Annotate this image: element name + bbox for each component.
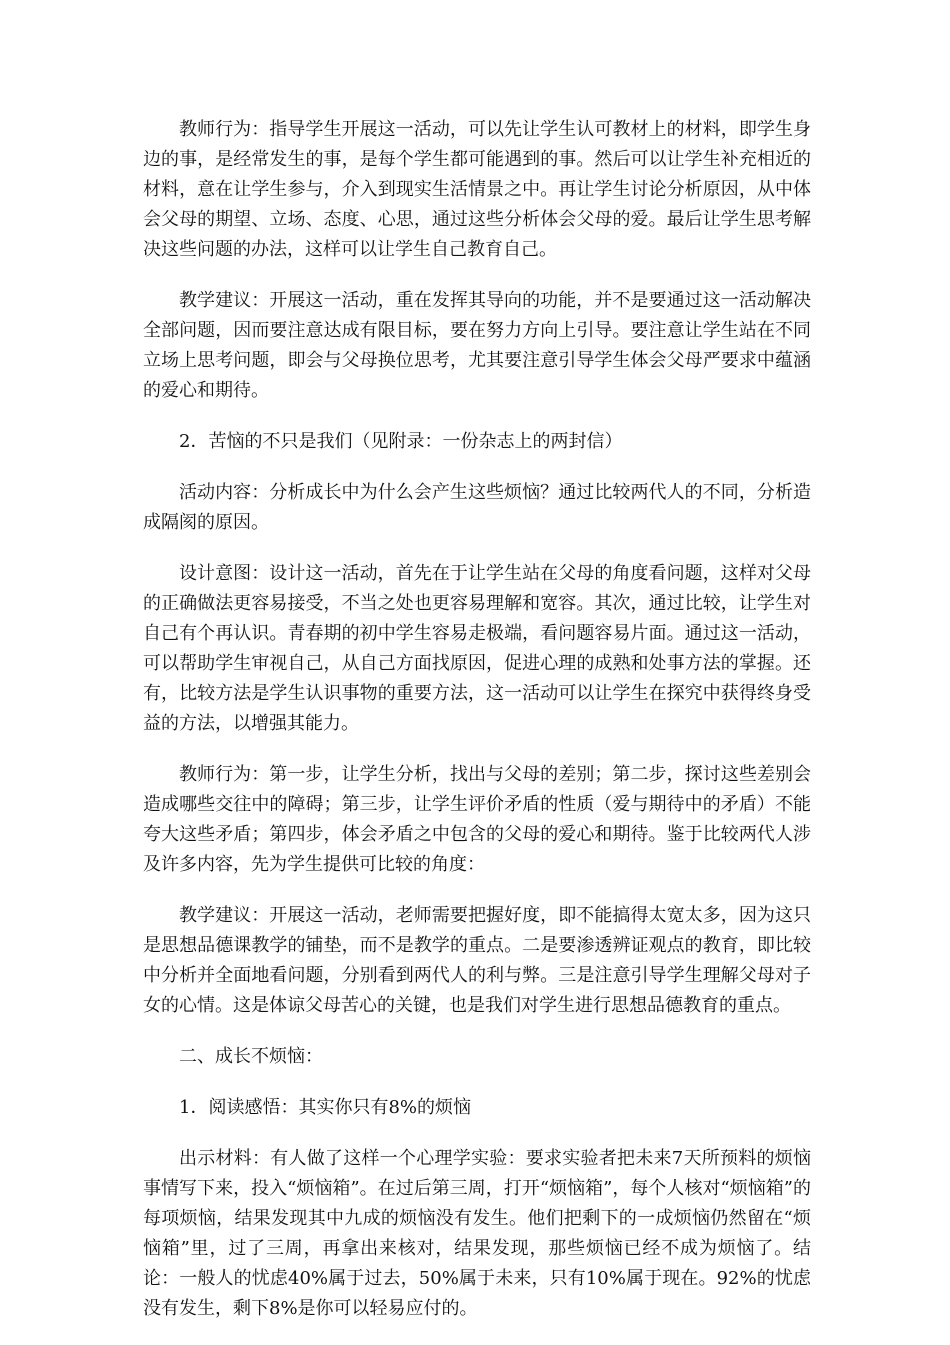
paragraph-teaching-advice-1: 教学建议：开展这一活动，重在发挥其导向的功能，并不是要通过这一活动解决全部问题，因而要注意达成有限目标，要在努力方向上引导。要注意让学生站在不同立场上思考问题，即会与父母换位思考，尤其要注意引导学生体会父母严要求中蕴涵的爱心和期待。 [143,290,811,401]
paragraph-teaching-advice-2: 教学建议：开展这一活动，老师需要把握好度，即不能搞得太宽太多，因为这只是思想品德课教学的铺垫，而不是教学的重点。二是要渗透辨证观点的教育，即比较中分析并全面地看问题，分别看到两代人的利与弊。三是注意引导学生理解父母对子女的心情。这是体谅父母苦心的关键，也是我们对学生进行思想品德教育的重点。 [143,905,811,1016]
paragraph-teacher-behavior-1: 教师行为：指导学生开展这一活动，可以先让学生认可教材上的材料，即学生身边的事，是经常发生的事，是每个学生都可能遇到的事。然后可以让学生补充相近的材料，意在让学生参与，介入到现实生活情景之中。再让学生讨论分析原因，从中体会父母的期望、立场、态度、心思，通过这些分析体会父母的爱。最后让学生思考解决这些问题的办法，这样可以让学生自己教育自己。 [143,119,811,260]
section-heading-reading: 1．阅读感悟：其实你只有8%的烦恼 [179,1097,472,1118]
section-heading-2: 2．苦恼的不只是我们（见附录：一份杂志上的两封信） [179,431,623,452]
document-body [143,115,811,1345]
section-heading-growth: 二、成长不烦恼： [179,1046,323,1067]
paragraph-activity-content: 活动内容：分析成长中为什么会产生这些烦恼？通过比较两代人的不同，分析造成隔阂的原因。 [143,482,811,533]
paragraph-material: 出示材料：有人做了这样一个心理学实验：要求实验者把未来7天所预料的烦恼事情写下来，投入“烦恼箱”。在过后第三周，打开“烦恼箱”，每个人核对“烦恼箱”的每项烦恼，结果发现其中九成的烦恼没有发生。他们把剩下的一成烦恼仍然留在“烦恼箱”里，过了三周，再拿出来核对，结果发现，那些烦恼已经不成为烦恼了。结论：一般人的忧虑40%属于过去，50%属于未来，只有10%属于现在。92%的忧虑没有发生，剩下8%是你可以轻易应付的。 [143,1148,811,1319]
paragraph-teacher-behavior-2: 教师行为：第一步，让学生分析，找出与父母的差别；第二步，探讨这些差别会造成哪些交往中的障碍；第三步，让学生评价矛盾的性质（爱与期待中的矛盾）不能夸大这些矛盾；第四步，体会矛盾之中包含的父母的爱心和期待。鉴于比较两代人涉及许多内容，先为学生提供可比较的角度： [143,764,811,875]
paragraph-design-intent: 设计意图：设计这一活动，首先在于让学生站在父母的角度看问题，这样对父母的正确做法更容易接受，不当之处也更容易理解和宽容。其次，通过比较，让学生对自己有个再认识。青春期的初中学生容易走极端，看问题容易片面。通过这一活动，可以帮助学生审视自己，从自己方面找原因，促进心理的成熟和处事方法的掌握。还有，比较方法是学生认识事物的重要方法，这一活动可以让学生在探究中获得终身受益的方法，以增强其能力。 [143,563,811,734]
